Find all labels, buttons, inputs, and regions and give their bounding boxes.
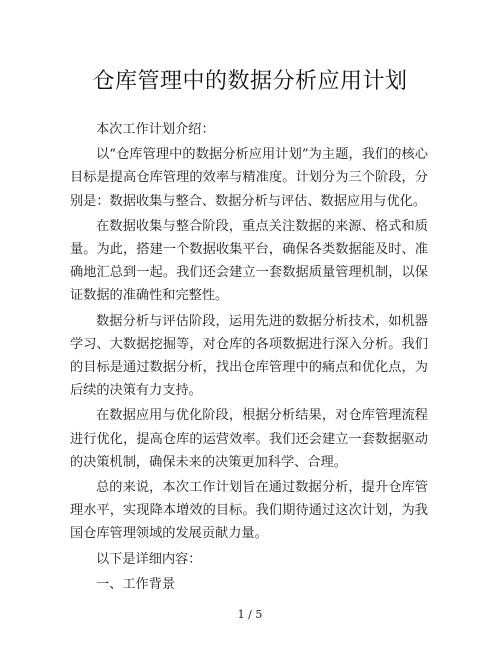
paragraph-data-analysis: 数据分析与评估阶段，运用先进的数据分析技术，如机器学习、大数据挖掘等，对仓库的各项数据进行深入分析。我们的目标是通过数据分析，找出仓库管理中的痛点和优化点，为后续的决策有力支持。 (70, 313, 428, 399)
intro-heading: 本次工作计划介绍： (96, 122, 215, 137)
paragraph-data-collection: 在数据收集与整合阶段，重点关注数据的来源、格式和质量。为此，搭建一个数据收集平台，确保各类数据能及时、准确地汇总到一起。我们还会建立一套数据质量管理机制，以保证数据的准确性和完整性。 (70, 218, 428, 304)
document-body (70, 118, 428, 598)
page-number: 1 / 5 (237, 608, 263, 621)
details-heading: 以下是详细内容： (96, 551, 202, 567)
paragraph-overview: 以“仓库管理中的数据分析应用计划”为主题，我们的核心目标是提高仓库管理的效率与精准度。计划分为三个阶段，分别是：数据收集与整合、数据分析与评估、数据应用与优化。 (70, 147, 428, 209)
paragraph-summary: 总的来说，本次工作计划旨在通过数据分析，提升仓库管理水平，实现降本增效的目标。我们期待通过这次计划，为我国仓库管理领域的发展贡献力量。 (70, 480, 428, 542)
paragraph-data-application: 在数据应用与优化阶段，根据分析结果，对仓库管理流程进行优化，提高仓库的运营效率。我们还会建立一套数据驱动的决策机制，确保未来的决策更加科学、合理。 (70, 408, 428, 470)
section-heading-background: 一、工作背景 (96, 576, 176, 592)
document-title: 仓库管理中的数据分析应用计划 (92, 69, 408, 94)
